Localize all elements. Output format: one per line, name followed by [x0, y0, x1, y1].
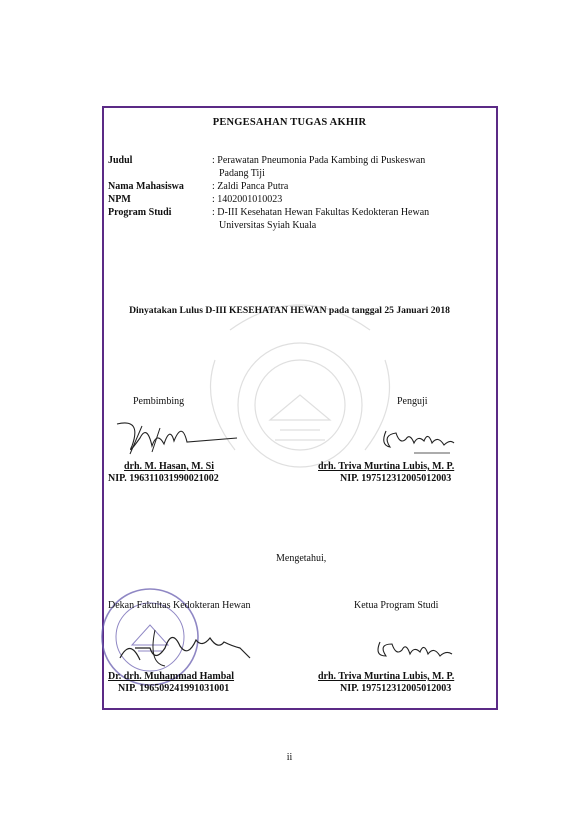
label-nama-mahasiswa: Nama Mahasiswa	[108, 181, 184, 192]
graduation-statement: Dinyatakan Lulus D-III KESEHATAN HEWAN pada tanggal 25 Januari 2018	[129, 305, 450, 316]
value-judul-line2: Padang Tiji	[219, 168, 265, 179]
value-npm: : 1402001010023	[212, 194, 283, 205]
dekan-nip: NIP. 196509241991031001	[118, 683, 230, 694]
ketua-signature	[372, 634, 462, 669]
page-number: ii	[286, 752, 293, 763]
dekan-signature	[110, 618, 260, 673]
label-npm: NPM	[108, 194, 131, 205]
value-program-studi-line1: : D-III Kesehatan Hewan Fakultas Kedokteran Hewan	[212, 207, 430, 218]
penguji-nip: NIP. 197512312005012003	[340, 473, 452, 484]
label-program-studi: Program Studi	[108, 207, 172, 218]
ketua-role: Ketua Program Studi	[354, 600, 439, 611]
document-title: PENGESAHAN TUGAS AKHIR	[212, 117, 367, 128]
ketua-nip: NIP. 197512312005012003	[340, 683, 452, 694]
dekan-name: Dr. drh. Muhammad Hambal	[108, 671, 235, 682]
penguji-role: Penguji	[397, 396, 428, 407]
pembimbing-name: drh. M. Hasan, M. Si	[124, 461, 215, 472]
mengetahui-label: Mengetahui,	[276, 553, 327, 564]
penguji-signature	[378, 425, 468, 460]
value-program-studi-line2: Universitas Syiah Kuala	[219, 220, 317, 231]
penguji-name: drh. Triva Murtina Lubis, M. P.	[318, 461, 455, 472]
label-judul: Judul	[108, 155, 133, 166]
pembimbing-nip: NIP. 196311031990021002	[108, 473, 219, 484]
value-judul-line1: : Perawatan Pneumonia Pada Kambing di Puskeswan	[212, 155, 426, 166]
pembimbing-role: Pembimbing	[133, 396, 185, 407]
value-nama-mahasiswa: : Zaldi Panca Putra	[212, 181, 289, 192]
ketua-name: drh. Triva Murtina Lubis, M. P.	[318, 671, 455, 682]
dekan-role: Dekan Fakultas Kedokteran Hewan	[108, 600, 251, 611]
pembimbing-signature	[112, 416, 242, 461]
